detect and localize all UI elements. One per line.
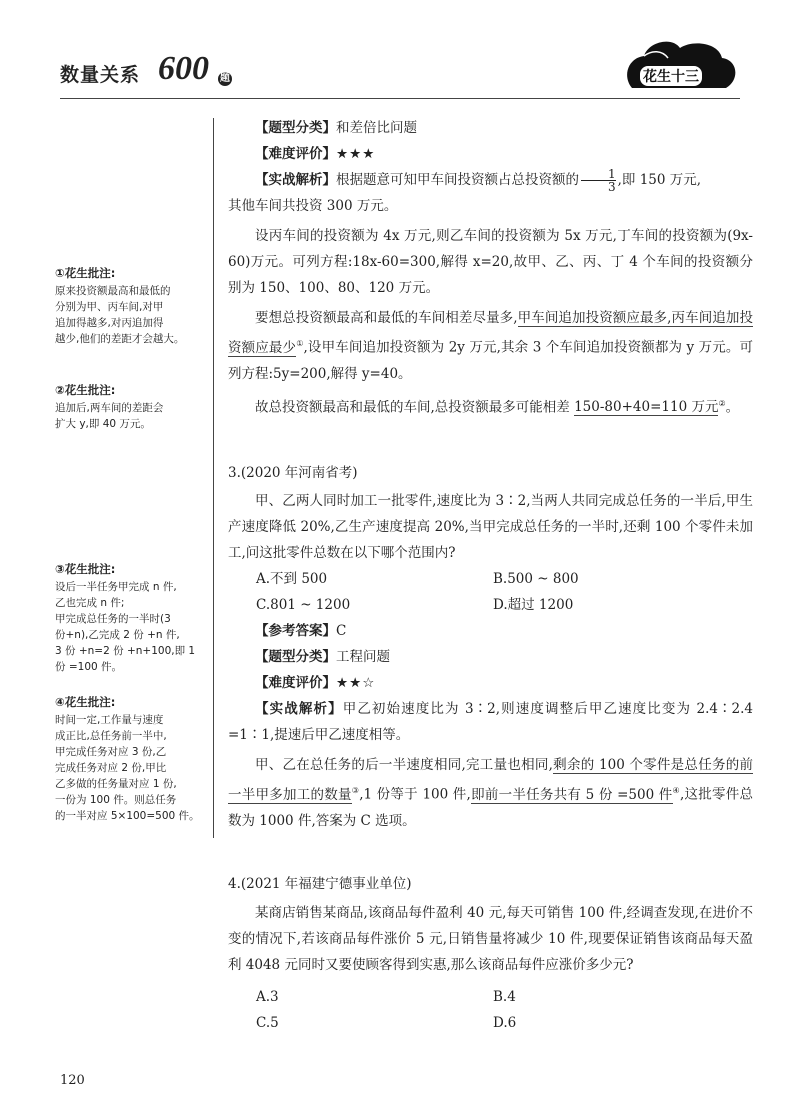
q4-option-a[interactable]: A.3 <box>256 989 279 1005</box>
type-label: 【题型分类】 <box>255 649 336 665</box>
q4-body <box>228 900 753 1036</box>
q3-option-b[interactable]: B.500 ~ 800 <box>493 571 579 587</box>
analysis-text: 。 <box>725 399 740 415</box>
footnote-ref: ③ <box>351 786 360 795</box>
note-line: 追加得越多,对丙追加得 <box>55 317 164 329</box>
q2-analysis-p1 <box>228 167 753 193</box>
analysis-text: 故总投资额最高和最低的车间,总投资额最多可能相差 <box>255 399 575 415</box>
footnote-ref: ④ <box>672 786 680 795</box>
note-line: 设后一半任务甲完成 n 件, <box>55 581 177 593</box>
underlined-key-point: 即前一半任务共有 5 份 =500 件 <box>470 786 673 803</box>
note-line: 甲完成任务对应 3 份,乙 <box>55 746 167 758</box>
annotation-note-4 <box>55 694 205 824</box>
note-line: 时间一定,工作量与速度 <box>55 714 164 726</box>
q3-option-c[interactable]: C.801 ~ 1200 <box>256 597 351 613</box>
analysis-text: ,这批零件总数为 1000 件,答案为 C 选项。 <box>228 786 754 829</box>
difficulty-label: 【难度评价】 <box>255 675 336 691</box>
answer-label: 【参考答案】 <box>255 623 336 639</box>
type-value: 工程问题 <box>336 649 390 665</box>
analysis-text: ,即 150 万元, <box>617 172 702 188</box>
header-suffix: 题 <box>220 73 230 84</box>
fraction-denominator: 3 <box>608 180 616 194</box>
note-line: 份+n),乙完成 2 份 +n 件, <box>55 629 180 641</box>
annotation-note-2 <box>55 382 205 432</box>
q3-type-row <box>228 644 753 670</box>
header-number: 600 <box>158 50 209 87</box>
note-line: 扩大 y,即 40 万元。 <box>55 418 151 430</box>
q4-option-d[interactable]: D.6 <box>493 1015 517 1031</box>
q2-analysis-p2: 设丙车间的投资额为 4x 万元,则乙车间的投资额为 5x 万元,丁车间的投资额为(9x-60)万元。可列方程:18x-60=300,解得 x=20,故甲、乙、丙、丁 4 个车间的投资额分别为 150、100、80、120 万元。 <box>228 228 753 296</box>
underlined-key-point: 150-80+40=110 万元 <box>574 399 719 415</box>
header-divider <box>60 98 740 99</box>
q3-analysis-p1 <box>228 696 753 748</box>
q2-analysis-p1-cont: 其他车间共投资 300 万元。 <box>228 198 398 214</box>
note-line: 的一半对应 5×100=500 件。 <box>55 810 200 822</box>
underlined-key-point: 剩余的 100 个零件是总任务的前一半甲多加工的数量 <box>228 757 753 803</box>
footnote-ref: ① <box>296 339 304 348</box>
note-title: ④花生批注: <box>55 695 116 709</box>
q3-analysis-p2 <box>228 752 753 834</box>
analysis-label: 【实战解析】 <box>255 172 336 188</box>
analysis-text: 要想总投资额最高和最低的车间相差尽量多, <box>255 310 518 326</box>
analysis-text: ,设甲车间追加投资额为 2y 万元,其余 3 个车间追加投资额都为 y 万元。可列方程:5y=200,解得 y=40。 <box>228 339 754 382</box>
q4-option-c[interactable]: C.5 <box>256 1015 279 1031</box>
annotation-note-1 <box>55 265 205 347</box>
note-line: 乙也完成 n 件; <box>55 597 125 609</box>
q3-heading: 3.(2020 年河南省考) <box>228 465 358 481</box>
q3-options <box>228 566 753 618</box>
q3-option-a[interactable]: A.不到 500 <box>256 571 328 587</box>
q3-difficulty-row <box>228 670 753 696</box>
underlined-key-point: 甲车间追加投资额应最多,丙车间追加投资额应最少 <box>228 310 753 356</box>
q3-option-d[interactable]: D.超过 1200 <box>493 597 574 613</box>
note-line: 一份为 100 件。则总任务 <box>55 794 177 806</box>
annotation-note-3 <box>55 561 205 675</box>
type-label: 【题型分类】 <box>255 120 336 136</box>
q4-option-b[interactable]: B.4 <box>493 989 516 1005</box>
difficulty-stars: ★★★ <box>336 146 376 162</box>
q4-options <box>228 984 753 1036</box>
q2-type-row <box>228 115 753 141</box>
margin-divider <box>213 118 214 838</box>
q4-stem: 某商店销售某商品,该商品每件盈利 40 元,每天可销售 100 件,经调查发现,在进价不变的情况下,若该商品每件涨价 5 元,日销售量将减少 10 件,现要保证销售该商品每天盈利 4048 元同时又要使顾客得到实惠,那么该商品每件应涨价多少元? <box>228 905 753 973</box>
note-title: ③花生批注: <box>55 562 116 576</box>
q2-analysis-p4 <box>228 391 753 421</box>
note-line: 甲完成总任务的一半时(3 <box>55 613 171 625</box>
page-number: 120 <box>60 1073 85 1088</box>
note-line: 追加后,两车间的差距会 <box>55 402 164 414</box>
analysis-text: 甲乙初始速度比为 3∶2,则速度调整后甲乙速度比变为 2.4∶2.4 =1∶1,提速后甲乙速度相等。 <box>228 701 753 743</box>
note-line: 成正比,总任务前一半中, <box>55 730 167 742</box>
footnote-ref: ② <box>718 398 726 408</box>
fraction-numerator: 1 <box>581 168 616 181</box>
analysis-text: 根据题意可知甲车间投资额占总投资额的 <box>336 172 579 188</box>
note-title: ②花生批注: <box>55 383 116 397</box>
q4-heading: 4.(2021 年福建宁德事业单位) <box>228 876 412 892</box>
answer-value: C <box>336 623 347 639</box>
note-line: 越少,他们的差距才会越大。 <box>55 333 185 345</box>
q2-solution <box>228 115 753 420</box>
note-line: 完成任务对应 2 份,甲比 <box>55 762 167 774</box>
analysis-label: 【实战解析】 <box>255 701 343 717</box>
header-title: 数量关系 <box>60 64 141 86</box>
note-line: 3 份 +n=2 份 +n+100,即 1 <box>55 645 196 657</box>
q2-difficulty-row <box>228 141 753 167</box>
q3-answer-row <box>228 618 753 644</box>
note-line: 分别为甲、丙车间,对甲 <box>55 301 164 313</box>
q2-analysis-p3 <box>228 305 753 387</box>
q3-body <box>228 488 753 834</box>
note-title: ①花生批注: <box>55 266 116 280</box>
fraction-one-third <box>581 168 616 193</box>
note-line: 乙多做的任务量对应 1 份, <box>55 778 177 790</box>
brand-name: 花生十三 <box>640 66 702 86</box>
difficulty-label: 【难度评价】 <box>255 146 336 162</box>
type-value: 和差倍比问题 <box>336 120 417 136</box>
q3-stem: 甲、乙两人同时加工一批零件,速度比为 3∶2,当两人共同完成总任务的一半后,甲生产速度降低 20%,乙生产速度提高 20%,当甲完成总任务的一半时,还剩 100 个零件未加工,问这批零件总数在以下哪个范围内? <box>228 493 753 561</box>
note-line: 原来投资额最高和最低的 <box>55 285 171 297</box>
difficulty-stars: ★★☆ <box>336 675 376 691</box>
note-line: 份 =100 件。 <box>55 661 123 673</box>
analysis-text: ,1 份等于 100 件, <box>359 786 471 803</box>
analysis-text: 甲、乙在总任务的后一半速度相同,完工量也相同, <box>255 757 553 773</box>
